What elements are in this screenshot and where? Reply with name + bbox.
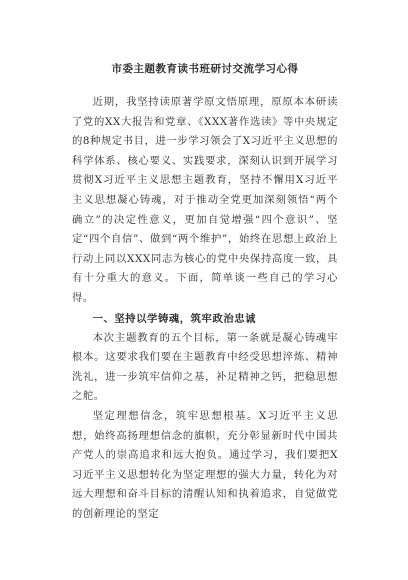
section-paragraph: 坚定理想信念，筑牢思想根基。X习近平主义思想，始终高扬理想信念的旗帜，充分彰显新时代中国共产党人的崇高追求和远大抱负。通过学习，我们要把X习近平主义思想转化为坚定理想的强大力量，转化为对远大理想和奋斗目标的清醒认知和执着追求，自觉做党的创新理论的坚定 — [72, 409, 338, 520]
document-title: 市委主题教育读书班研讨交流学习心得 — [111, 63, 299, 75]
section-paragraph: 本次主题教育的五个目标，第一条就是凝心铸魂牢根本。这要求我们要在主题教育中经受思想淬炼、精神洗礼，进一步筑牢信仰之基，补足精神之钙，把稳思想之舵。 — [72, 331, 338, 403]
section-heading: 一、坚持以学铸魂，筑牢政治忠诚 — [92, 312, 257, 325]
intro-paragraph: 近期，我坚持读原著学原文悟原理，原原本本研读了党的XX大报告和党章、《XXX著作选读》等中央规定的8种规定书目，进一步学习领会了X习近平主义思想的科学体系、核心要义、实践要求，深刻认识到开展学习贯彻X习近平主义思想主题教育，坚持不懈用X习近平主义思想凝心铸魂，对于推动全党更加深刻领悟“两个确立”的决定性意义，更加自觉增强“四个意识”、坚定“四个自信”、做到“两个维护”，始终在思想上政治上行动上同以XXX同志为核心的党中央保持高度一致，具有十分重大的意义。下面，简单谈一些自己的学习心得。 — [72, 96, 338, 304]
